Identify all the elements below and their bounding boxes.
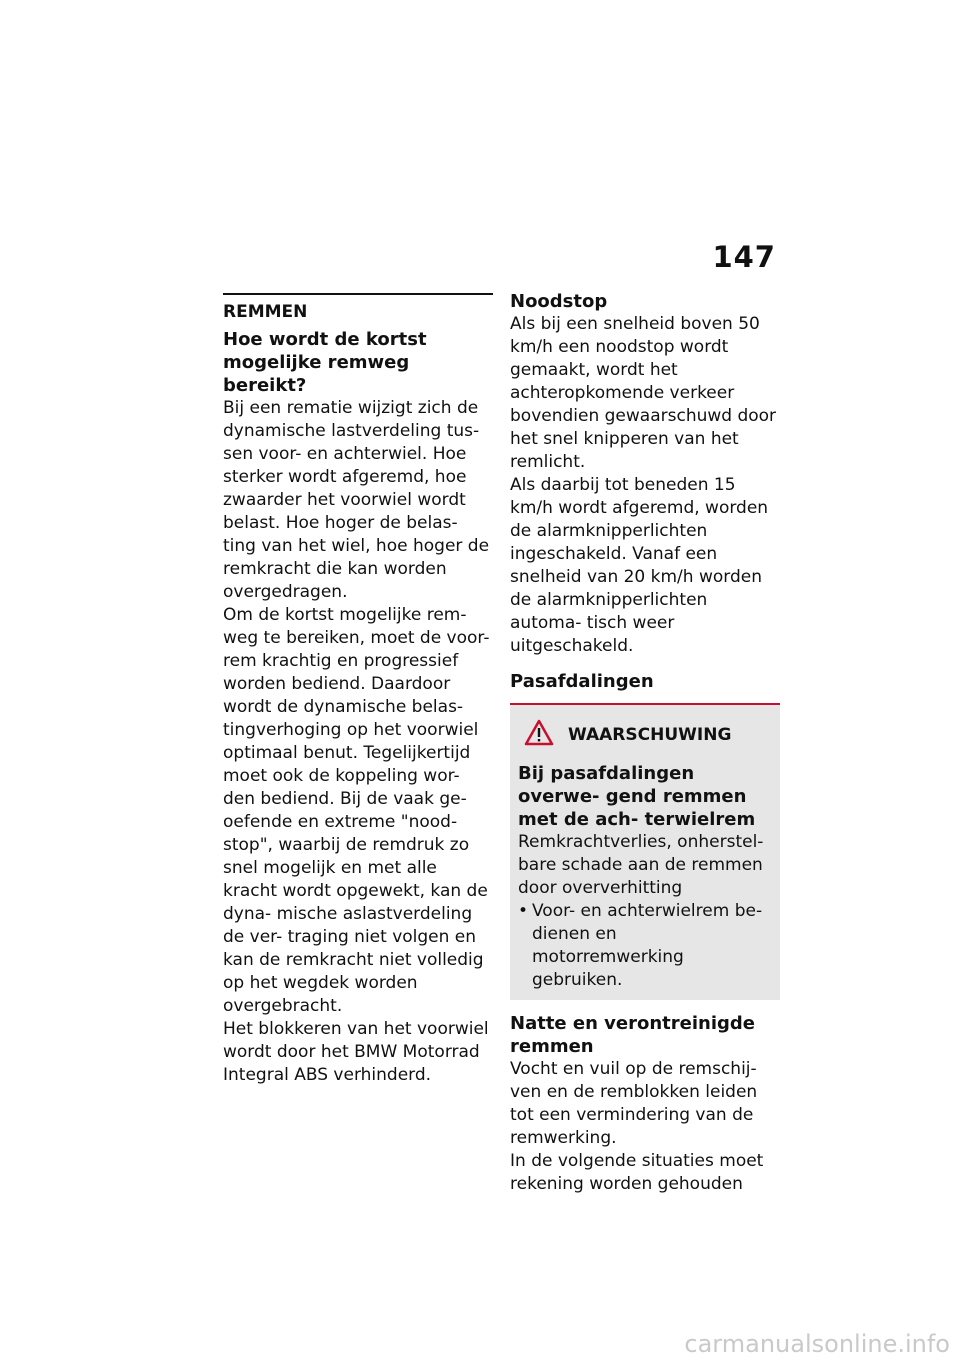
warning-box [510,703,780,1000]
paragraph: In de volgende situaties moet rekening worden gehouden [510,1151,764,1194]
warning-bullet [518,900,772,992]
warning-bullet-text: Voor- en achterwielrem be- dienen en motorremwerking gebruiken. [532,901,763,990]
paragraph: Om de kortst mogelijke rem- weg te bereiken, moet de voor- rem krachtig en progressief worden bediend. Daardoor wordt de dynamische belas- tingverhoging op het voorwiel optimaal benut. Tegelijkertijd moet ook de koppeling wor- den bediend. Bij de vaak ge- oefende en extreme "nood- stop", waarbij de remdruk zo snel mogelijk en met alle kracht wordt opgewekt, kan de dyna- mische aslastverdeling de ver- traging niet volgen en kan de remkracht niet volledig op het wegdek worden overgebracht. [223,605,490,1016]
heading-pasafdalingen: Pasafdalingen [510,671,654,692]
paragraph: Als daarbij tot beneden 15 km/h wordt afgeremd, worden de alarmknipperlichten ingeschakeld. Vanaf een snelheid van 20 km/h worden de alarmknipperlichten automa- tisch weer uitgeschakeld. [510,475,769,656]
heading-shortest-braking: Hoe wordt de kortst mogelijke remweg bereikt? [223,329,427,396]
warning-text: Remkrachtverlies, onherstel- bare schade aan de remmen door oververhitting [518,832,764,898]
paragraph: Het blokkeren van het voorwiel wordt door het BMW Motorrad Integral ABS verhinderd. [223,1019,489,1085]
heading-natte-remmen: Natte en verontreinigde remmen [510,1013,756,1057]
warning-triangle-icon [524,719,554,750]
warning-title: Bij pasafdalingen overwe- gend remmen met de ach- terwielrem [518,763,756,830]
page-number: 147 [712,240,776,274]
watermark: carmanualsonline.info [684,1330,950,1358]
paragraph: Bij een rematie wijzigt zich de dynamische lastverdeling tus- sen voor- en achterwiel. Hoe sterker wordt afgeremd, hoe zwaarder het voorwiel wordt belast. Hoe hoger de belas- ting van het wiel, hoe hoger de remkracht die kan worden overgedragen. [223,398,490,602]
bullet-icon: • [518,901,529,921]
section-title: REMMEN [223,302,308,322]
paragraph: Als bij een snelheid boven 50 km/h een noodstop wordt gemaakt, wordt het achteropkomende verkeer bovendien gewaarschuwd door het snel knipperen van het remlicht. [510,314,777,472]
heading-noodstop: Noodstop [510,291,608,312]
warning-label: WAARSCHUWING [568,724,732,745]
section-rule [223,293,493,295]
right-column [510,290,780,1196]
paragraph: Vocht en vuil op de remschij- ven en de remblokken leiden tot een vermindering van de remwerking. [510,1059,758,1148]
left-column [223,293,493,1087]
